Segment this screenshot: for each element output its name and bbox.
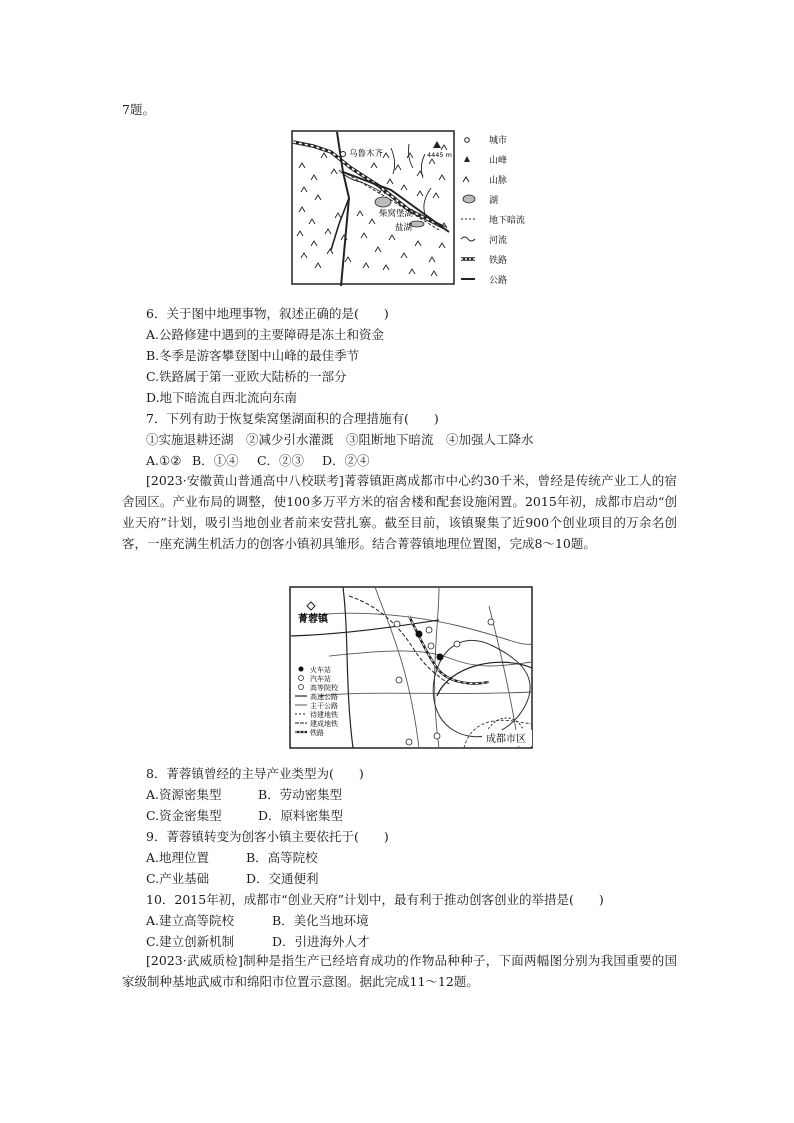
legend-item: 公路 bbox=[489, 276, 508, 286]
passage-zhizhong: [2023·武威质检]制种是指生产已经培育成功的作物品种种子，下面两幅图分别为我国重要的国家级制种基地武威市和绵阳市位置示意图。据此完成11～12题。 bbox=[122, 953, 677, 989]
legend-item: 待建地铁 bbox=[310, 711, 338, 719]
figure-2-map bbox=[289, 586, 533, 749]
q8-stem: 8．菁蓉镇曾经的主导产业类型为( ) bbox=[146, 766, 364, 781]
legend-item: 火车站 bbox=[310, 666, 331, 674]
city-dot bbox=[341, 152, 346, 157]
legend-item: 城市 bbox=[489, 136, 508, 146]
q6-option-a: A.公路修建中遇到的主要障碍是冻土和资金 bbox=[146, 327, 385, 342]
q9-option-d: D．交通便利 bbox=[246, 871, 319, 886]
q8-option-a: A.资源密集型 bbox=[146, 787, 222, 802]
chaiwopu-lake bbox=[375, 197, 391, 207]
label-chaiwopu: 柴窝堡湖 bbox=[379, 209, 414, 219]
label-chengdu: 成都市区 bbox=[486, 734, 526, 745]
legend-item: 山脉 bbox=[489, 176, 508, 186]
q6-option-b: B.冬季是游客攀登图中山峰的最佳季节 bbox=[146, 348, 360, 363]
q10-option-c: C.建立创新机制 bbox=[146, 934, 235, 949]
q8-options-cd bbox=[146, 808, 343, 824]
train-station bbox=[437, 654, 444, 661]
legend-item: 高速公路 bbox=[310, 693, 338, 701]
legend-item: 地下暗流 bbox=[489, 216, 526, 226]
train-station bbox=[416, 631, 423, 638]
legend-item: 主干公路 bbox=[310, 702, 338, 710]
q10-option-a: A.建立高等院校 bbox=[146, 913, 235, 928]
q7-option-a: A.①② bbox=[146, 453, 182, 468]
legend-item: 河流 bbox=[489, 236, 508, 246]
q7-option-b: B．①④ bbox=[191, 453, 239, 468]
q7-items: ①实施退耕还湖 ②减少引水灌溉 ③阻断地下暗流 ④加强人工降水 bbox=[146, 432, 534, 447]
legend-item: 建成地铁 bbox=[310, 720, 338, 728]
q9-options-cd bbox=[146, 871, 319, 887]
figure-1-map bbox=[291, 128, 526, 288]
q7-options bbox=[146, 453, 369, 469]
label-urumqi: 乌鲁木齐 bbox=[349, 149, 384, 159]
q8-option-c: C.资金密集型 bbox=[146, 808, 222, 823]
legend-item: 高等院校 bbox=[310, 684, 338, 692]
legend-item: 铁路 bbox=[310, 729, 324, 737]
legend-item: 汽车站 bbox=[310, 675, 331, 683]
q10-option-d: D．引进海外人才 bbox=[272, 934, 370, 949]
q10-option-b: B．美化当地环境 bbox=[272, 913, 369, 928]
top-line: 7题。 bbox=[122, 102, 155, 117]
legend-item: 山峰 bbox=[489, 156, 508, 166]
q6-option-d: D.地下暗流自西北流向东南 bbox=[146, 390, 298, 405]
q10-stem: 10．2015年初，成都市“创业天府”计划中，最有利于推动创客创业的举措是( ) bbox=[146, 892, 604, 907]
q6-option-c: C.铁路属于第一亚欧大陆桥的一部分 bbox=[146, 369, 347, 384]
q7-stem: 7．下列有助于恢复柴窝堡湖面积的合理措施有( ) bbox=[146, 411, 439, 426]
q7-option-d: D．②④ bbox=[321, 453, 370, 468]
label-peak-elevation: 4445 m bbox=[427, 151, 452, 159]
q9-option-c: C.产业基础 bbox=[146, 871, 210, 886]
q6-stem: 6．关于图中地理事物，叙述正确的是( ) bbox=[146, 306, 389, 321]
legend-item: 铁路 bbox=[489, 256, 508, 266]
legend-1 bbox=[461, 134, 525, 286]
q10-options-ab bbox=[146, 913, 369, 929]
q8-option-d: D．原料密集型 bbox=[258, 808, 344, 823]
q9-options-ab bbox=[146, 850, 318, 866]
q7-option-c: C．②③ bbox=[256, 453, 305, 468]
legend-item: 湖 bbox=[489, 196, 499, 206]
q8-options-ab bbox=[146, 787, 342, 803]
q9-option-a: A.地理位置 bbox=[146, 850, 210, 865]
passage-jingrong: [2023·安徽黄山普通高中八校联考]菁蓉镇距离成都市中心约30千米，曾经是传统产业工人的宿舍园区。产业布局的调整，使100多万平方米的宿舍楼和配套设施闲置。2015年初，成都市启动“创业天府”计划，吸引当地创业者前来安营扎寨。截至目前，该镇聚集了近900个创业项目的万余名创客，一座充满生机活力的创客小镇初具雏形。结合菁蓉镇地理位置图，完成8～10题。 bbox=[122, 473, 677, 551]
label-jingrong: 菁蓉镇 bbox=[298, 614, 328, 625]
q9-option-b: B．高等院校 bbox=[246, 850, 318, 865]
label-saltlake: 盐湖 bbox=[395, 223, 413, 233]
q8-option-b: B．劳动密集型 bbox=[258, 787, 343, 802]
salt-lake bbox=[410, 221, 424, 227]
q10-options-cd bbox=[146, 934, 370, 950]
q9-stem: 9．菁蓉镇转变为创客小镇主要依托于( ) bbox=[146, 829, 389, 844]
